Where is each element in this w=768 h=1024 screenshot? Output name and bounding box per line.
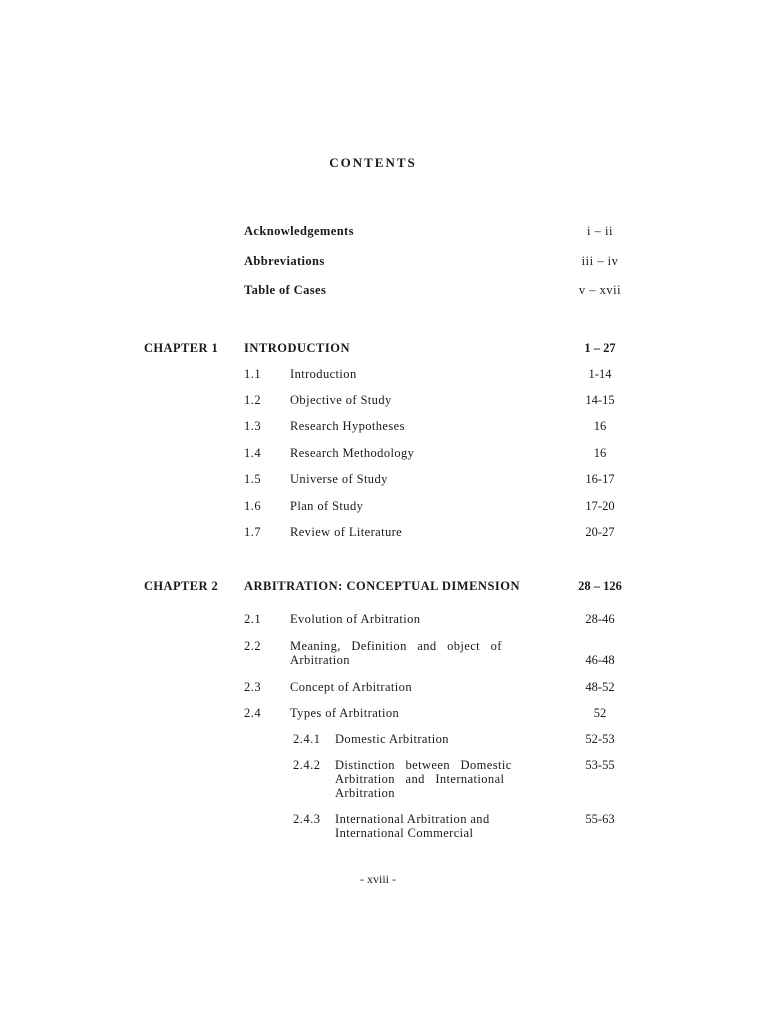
section-title: Research Hypotheses	[290, 419, 405, 433]
subsection-title-line-2: Arbitration and International	[335, 772, 505, 786]
subsection-title-line-1: Distinction between Domestic	[335, 758, 512, 772]
chapter-2-pages: 28 – 126	[578, 579, 622, 593]
chapter-2-label: CHAPTER 2	[144, 579, 219, 593]
section-pages: 28-46	[585, 612, 615, 626]
subsection-pages: 55-63	[585, 812, 615, 826]
section-pages: 16	[593, 446, 607, 460]
toc-entry-acknowledgements: Acknowledgements	[244, 224, 354, 238]
subsection-number: 2.4.1	[293, 732, 321, 746]
subsection-pages: 53-55	[585, 758, 615, 772]
page-number-footer: - xviii -	[360, 872, 396, 886]
section-title-line-1: Meaning, Definition and object of	[290, 639, 502, 653]
section-pages: 48-52	[585, 680, 615, 694]
section-number: 1.2	[244, 393, 262, 407]
section-title: Review of Literature	[290, 525, 403, 539]
section-number: 2.1	[244, 612, 262, 626]
section-title: Objective of Study	[290, 393, 392, 407]
page-title: CONTENTS	[329, 155, 417, 170]
toc-entry-abbreviations: Abbreviations	[244, 254, 325, 268]
section-number: 1.1	[244, 367, 262, 381]
chapter-1-label: CHAPTER 1	[144, 341, 219, 355]
section-pages: 46-48	[585, 653, 615, 667]
section-title: Universe of Study	[290, 472, 388, 486]
section-number: 2.3	[244, 680, 262, 694]
toc-pages-table-of-cases: v – xvii	[578, 283, 622, 297]
section-title: Evolution of Arbitration	[290, 612, 421, 626]
subsection-title: Domestic Arbitration	[335, 732, 449, 746]
section-pages: 20-27	[585, 525, 615, 539]
toc-pages-abbreviations: iii – iv	[581, 254, 619, 268]
subsection-number: 2.4.2	[293, 758, 321, 772]
subsection-title-line-3: Arbitration	[335, 786, 395, 800]
subsection-title-line-1: International Arbitration and	[335, 812, 490, 826]
subsection-pages: 52-53	[585, 732, 615, 746]
section-number: 1.6	[244, 499, 262, 513]
section-number: 1.5	[244, 472, 262, 486]
section-number: 1.7	[244, 525, 262, 539]
section-pages: 16-17	[585, 472, 615, 486]
toc-pages-acknowledgements: i – ii	[587, 224, 613, 238]
section-title-line-2: Arbitration	[290, 653, 350, 667]
section-number: 1.3	[244, 419, 262, 433]
section-number: 2.2	[244, 639, 262, 653]
section-title: Types of Arbitration	[290, 706, 400, 720]
section-pages: 14-15	[585, 393, 615, 407]
chapter-1-pages: 1 – 27	[584, 341, 616, 355]
section-title: Plan of Study	[290, 499, 364, 513]
section-pages: 52	[593, 706, 607, 720]
subsection-title-line-2: International Commercial	[335, 826, 474, 840]
toc-entry-table-of-cases: Table of Cases	[244, 283, 327, 297]
subsection-number: 2.4.3	[293, 812, 321, 826]
section-title: Concept of Arbitration	[290, 680, 412, 694]
section-title: Introduction	[290, 367, 357, 381]
section-pages: 16	[593, 419, 607, 433]
section-number: 2.4	[244, 706, 262, 720]
chapter-1-title: INTRODUCTION	[244, 341, 351, 355]
section-pages: 1-14	[588, 367, 612, 381]
section-pages: 17-20	[585, 499, 615, 513]
chapter-2-title: ARBITRATION: CONCEPTUAL DIMENSION	[244, 579, 521, 593]
section-title: Research Methodology	[290, 446, 415, 460]
section-number: 1.4	[244, 446, 262, 460]
